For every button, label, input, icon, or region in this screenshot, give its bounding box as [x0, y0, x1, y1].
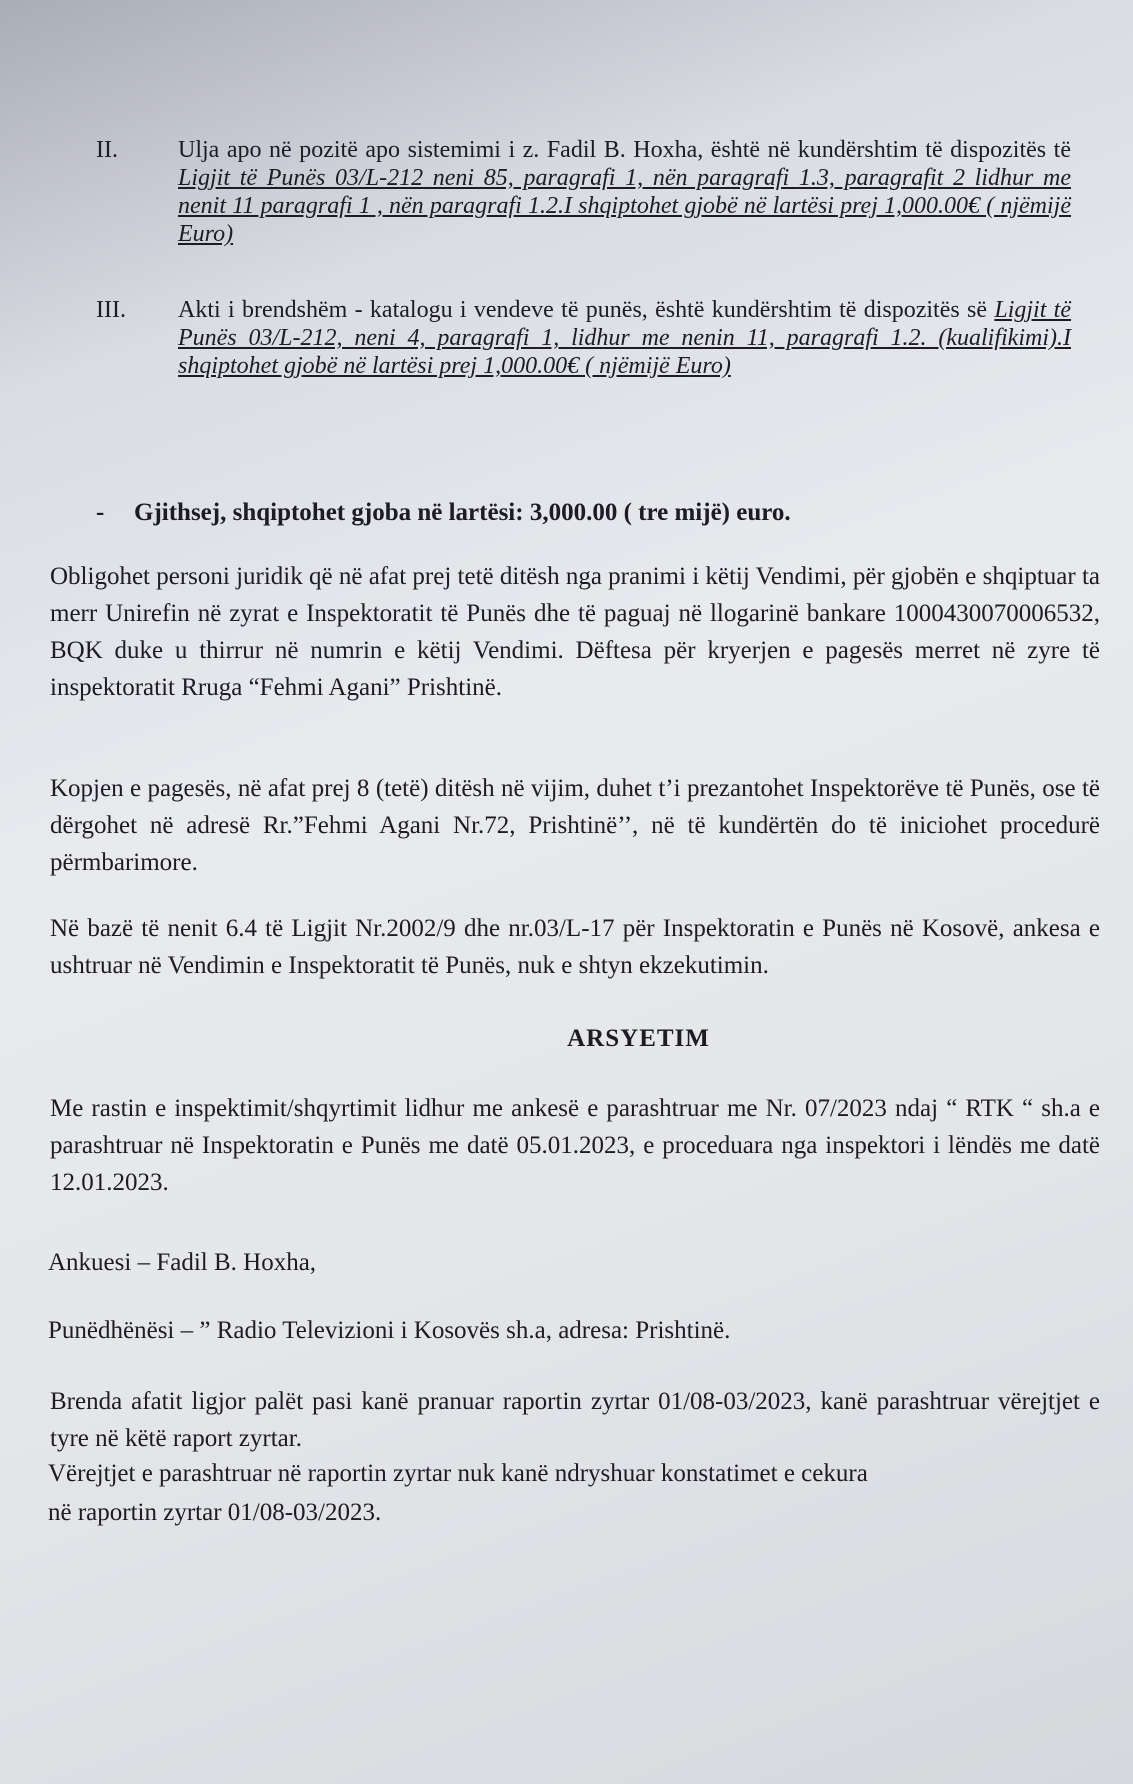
remarks-line-2: në raportin zyrtar 01/08-03/2023. — [48, 1499, 382, 1526]
remarks-line-1: Vërejtjet e parashtruar në raportin zyrtar nuk kanë ndryshuar konstatimet e cekura — [48, 1460, 868, 1487]
total-fine — [96, 498, 996, 528]
item-text: Akti i brendshëm - katalogu i vendeve të punës, është kundërshtim të dispozitës së — [178, 297, 995, 323]
heading-text: ARSYETIM — [567, 1025, 710, 1052]
complainant-line: Ankuesi – Fadil B. Hoxha, — [48, 1249, 317, 1276]
deadline-paragraph: Brenda afatit ligjor palët pasi kanë pranuar raportin zyrtar 01/08-03/2023, kanë parashtruar vërejtjet e tyre në këtë raport zyrtar. — [50, 1388, 1100, 1452]
legal-basis-paragraph: Në bazë të nenit 6.4 të Ligjit Nr.2002/9 dhe nr.03/L-17 për Inspektoratin e Punës në Kosovë, ankesa e ushtruar në Vendimin e Inspektoratit të Punës, nuk e shtyn ekzekutimin. — [50, 915, 1100, 979]
inspection-paragraph: Me rastin e inspektimit/shqyrtimit lidhur me ankesë e parashtruar me Nr. 07/2023 ndaj “ RTK “ sh.a e parashtruar në Inspektoratin e Punës me datë 05.01.2023, e proceduara nga inspektori i lëndës me datë 12.01.2023. — [50, 1095, 1100, 1196]
item-number: III. — [96, 297, 126, 323]
legal-reference: Ligjit të Punës 03/L-212 neni 85, paragrafi 1, nën paragrafi 1.3, paragrafit 2 lidhur me nenit 11 paragrafi 1 , nën paragrafi 1.2.I shqiptohet gjobë në lartësi prej 1,000.00€ ( njëmijë Euro) — [178, 165, 1071, 247]
section-heading — [0, 1025, 1133, 1053]
item-body — [178, 296, 1071, 380]
item-body — [178, 136, 1071, 248]
total-text: Gjithsej, shqiptohet gjoba në lartësi: 3,000.00 ( tre mijë) euro. — [134, 499, 791, 526]
item-number: II. — [96, 137, 118, 163]
obligation-paragraph: Obligohet personi juridik që në afat prej tetë ditësh nga pranimi i këtij Vendimi, për gjobën e shqiptuar ta merr Unirefin në zyrat e Inspektoratit të Punës dhe të paguaj në llogarinë bankare 1000430070006532, BQK duke u thirrur në numrin e këtij Vendimi. Dëftesa për kryerjen e pagesës merret në zyre të inspektoratit Rruga “Fehmi Agani” Prishtinë. — [50, 563, 1100, 701]
employer-line: Punëdhënësi – ” Radio Televizioni i Kosovës sh.a, adresa: Prishtinë. — [48, 1317, 731, 1344]
total-dash: - — [96, 499, 105, 526]
payment-copy-paragraph: Kopjen e pagesës, në afat prej 8 (tetë) ditësh në vijim, duhet t’i prezantohet Inspektorëve të Punës, ose të dërgohet në adresë Rr.”Fehmi Agani Nr.72, Prishtinë’’, në të kundërtën do të iniciohet procedurë përmbarimore. — [50, 775, 1100, 876]
legal-reference: Ligjit të Punës 03/L-212, neni 4, paragrafi 1, lidhur me nenin 11, paragrafi 1.2. (kualifikimi).I shqiptohet gjobë në lartësi prej 1,000.00€ ( njëmijë Euro) — [178, 297, 1072, 379]
item-text: Ulja apo në pozitë apo sistemimi i z. Fadil B. Hoxha, është në kundërshtim të dispozitës të — [178, 137, 1071, 163]
